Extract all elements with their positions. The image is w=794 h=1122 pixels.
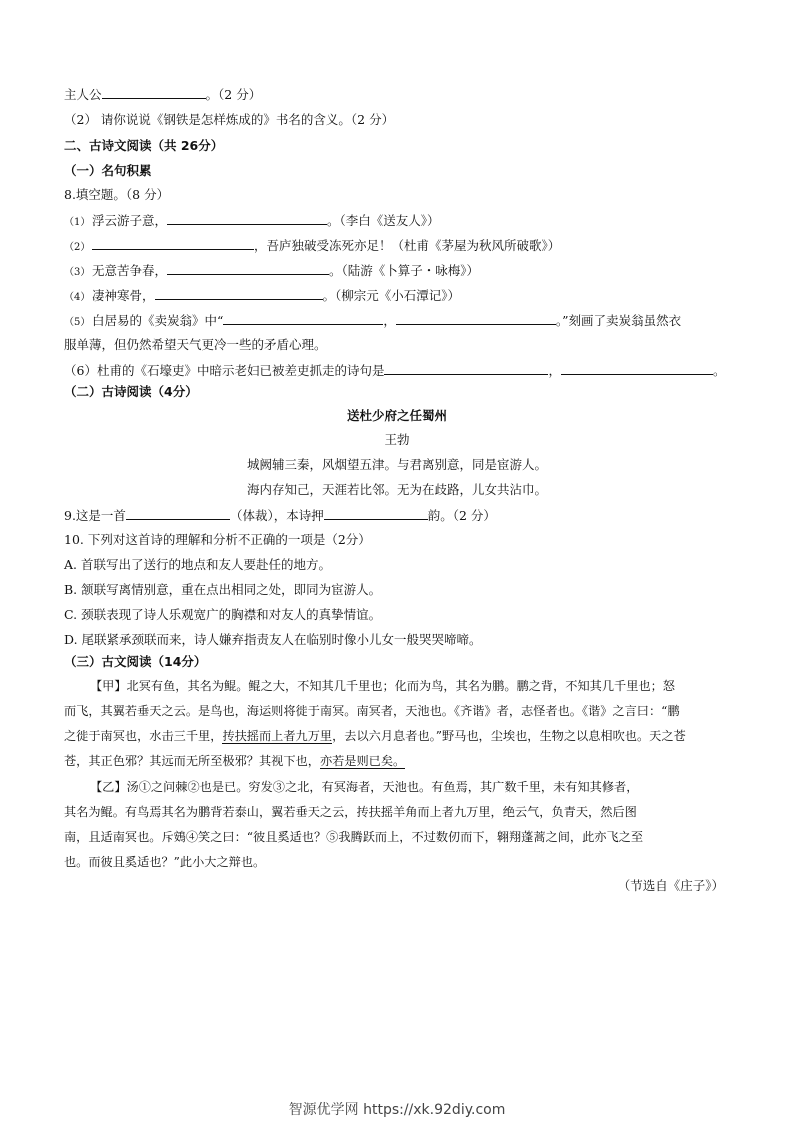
fill-item-5-continued: 服单薄，但仍然希望天气更冷一些的矛盾心理。: [64, 337, 327, 352]
text: 。（陆游《卜算子・咏梅》）: [329, 263, 480, 278]
passage-yi-line-1: 【乙】汤①之问棘②也是已。穷发③之北，有冥海者，天池也。有鱼焉，其广数千里，未有知其修者，: [90, 780, 639, 794]
passage-jia-line-3: [64, 728, 686, 744]
poem-line-1: 城阙辅三秦，风烟望五津。与君离别意，同是宦游人。: [246, 457, 547, 472]
text: 主人公: [64, 87, 102, 102]
text: 9.这是一首: [64, 508, 126, 523]
text: 。（柳宗元《小石潭记》）: [322, 288, 461, 303]
text: 韵。（2 分）: [427, 508, 496, 523]
subsection-heading-poem: （二）古诗阅读（4分）: [64, 384, 198, 399]
item-number: （2）: [64, 242, 91, 253]
text: 苍，其正色邪？其远而无所至极邪？其视下也，: [64, 754, 320, 768]
fill-item-2: [64, 237, 560, 256]
text: 白居易的《卖炭翁》中“: [92, 313, 224, 328]
question-9: [64, 507, 496, 524]
question-10: 10. 下列对这首诗的理解和分析不正确的一项是（2分）: [64, 532, 371, 547]
answer-blank[interactable]: [155, 287, 323, 300]
underlined-sentence: 亦若是则已矣。: [319, 754, 406, 768]
passage-jia-line-1: 【甲】北冥有鱼，其名为鲲。鲲之大，不知其几千里也；化而为鸟，其名为鹏。鹏之背，不知其几千里也；怒: [90, 679, 675, 693]
text: ，吾庐独破受冻死亦足！（杜甫《茅屋为秋风所破歌》）: [254, 238, 561, 253]
question-8: 8.填空题。（8 分）: [64, 187, 170, 202]
text: 凄神寒骨，: [92, 288, 155, 303]
text: 之徙于南冥也，水击三千里，: [64, 729, 223, 743]
answer-blank[interactable]: [126, 507, 230, 520]
text: （体裁），本诗押: [229, 508, 324, 523]
poem-line-2: 海内存知己，天涯若比邻。无为在歧路，儿女共沾巾。: [246, 482, 547, 497]
passage-yi-line-3: 南，且适南冥也。斥鴳④笑之曰：“彼且奚适也？⑤我腾跃而上，不过数仞而下，翱翔蓬蒿之间，此亦飞之至: [64, 830, 644, 844]
text: 无意苦争春，: [92, 263, 168, 278]
text: ，去以六月息者也。”野马也，尘埃也，生物之以息相吹也。天之苍: [332, 729, 686, 743]
text: 。（2 分）: [205, 87, 262, 102]
subsection-heading-prose: （三）古文阅读（14分）: [64, 654, 207, 669]
source-note: （节选自《庄子》）: [617, 878, 724, 893]
fill-item-6: [64, 362, 726, 379]
underlined-sentence: 抟扶摇而上者九万里: [222, 729, 333, 743]
answer-blank[interactable]: [223, 312, 383, 325]
subsection-heading-famous-lines: （一）名句积累: [64, 163, 152, 178]
poem-author: 王勃: [384, 432, 410, 447]
fill-item-1: [64, 212, 440, 231]
text: 浮云游子意，: [92, 213, 168, 228]
item-number: （3）: [64, 267, 91, 278]
footer-watermark: 智源优学网 https://xk.92diy.com: [288, 1102, 506, 1118]
option-a[interactable]: A. 首联写出了送行的地点和友人要赴任的地方。: [64, 557, 331, 572]
answer-blank[interactable]: [561, 362, 713, 375]
answer-blank[interactable]: [396, 312, 556, 325]
fill-item-5: [64, 312, 681, 331]
answer-blank[interactable]: [92, 237, 254, 250]
item-number: （4）: [64, 292, 91, 303]
item-number: （5）: [64, 317, 91, 328]
line-protagonist: [64, 86, 261, 103]
text: ，: [383, 313, 396, 328]
fill-item-4: [64, 287, 460, 306]
passage-jia-line-2: 而飞，其翼若垂天之云。是鸟也，海运则将徙于南冥。南冥者，天池也。《齐谐》者，志怪者也。《谐》之言曰：“鹏: [64, 704, 680, 718]
text: 。”刻画了卖炭翁虽然衣: [555, 313, 682, 328]
text: ，: [548, 363, 561, 378]
passage-yi-line-4: 也。而彼且奚适也？”此小大之辩也。: [64, 855, 266, 869]
poem-title: 送杜少府之任蜀州: [346, 408, 447, 423]
text: 。: [712, 363, 726, 378]
answer-blank[interactable]: [167, 262, 329, 275]
section-heading-classical: 二、古诗文阅读（共 26分）: [64, 138, 224, 153]
passage-jia-line-4: [64, 753, 405, 769]
answer-blank[interactable]: [167, 212, 327, 225]
question-title-meaning: （2） 请你说说《钢铁是怎样炼成的》书名的含义。（2 分）: [64, 112, 395, 127]
text: （6）杜甫的《石壕吏》中暗示老妇已被差吏抓走的诗句是: [64, 363, 385, 378]
option-d[interactable]: D. 尾联紧承颈联而来，诗人嫌弃指责友人在临别时像小儿女一般哭哭啼啼。: [64, 632, 482, 647]
answer-blank[interactable]: [384, 362, 548, 375]
fill-item-3: [64, 262, 479, 281]
option-c[interactable]: C. 颈联表现了诗人乐观宽广的胸襟和对友人的真挚情谊。: [64, 607, 382, 622]
text: 。（李白《送友人》）: [327, 213, 440, 228]
passage-yi-line-2: 其名为鲲。有鸟焉其名为鹏背若泰山，翼若垂天之云，抟扶摇羊角而上者九万里，绝云气，负青天，然后图: [64, 805, 637, 819]
answer-blank[interactable]: [324, 507, 428, 520]
item-number: （1）: [64, 217, 91, 228]
answer-blank[interactable]: [102, 86, 206, 99]
option-b[interactable]: B. 颔联写离情别意，重在点出相同之处，即同为宦游人。: [64, 582, 382, 597]
